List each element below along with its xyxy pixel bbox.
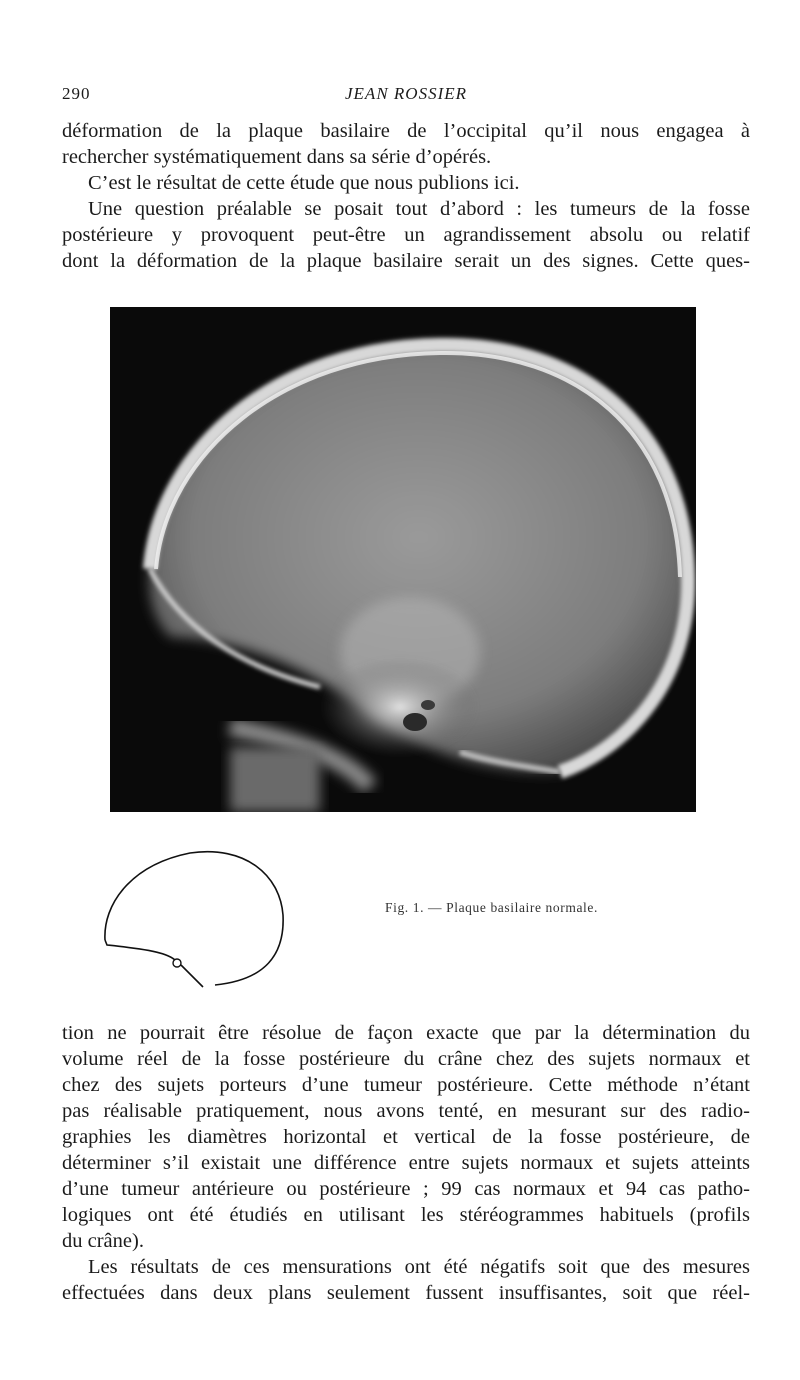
text-line: déformation de la plaque basilaire de l’occipital qu’il nous engagea à: [62, 120, 750, 142]
paragraph-3: [62, 196, 750, 274]
text-line: dont la déformation de la plaque basilaire serait un des signes. Cette ques-: [62, 250, 750, 272]
text-line: Les résultats de ces mensurations ont été négatifs soit que des mesures: [88, 1256, 750, 1278]
paragraph-5: [62, 1254, 750, 1306]
paragraph-2: [62, 170, 750, 196]
skull-radiograph: [110, 307, 696, 812]
text-line: chez des sujets porteurs d’une tumeur postérieure. Cette méthode n’étant: [62, 1074, 750, 1096]
text-line: rechercher systématiquement dans sa série d’opérés.: [62, 146, 492, 168]
text-line: logiques ont été étudiés en utilisant les stéréogrammes habituels (profils: [62, 1204, 750, 1226]
text-line: tion ne pourrait être résolue de façon exacte que par la détermination du: [62, 1022, 750, 1044]
figure-caption: Fig. 1. — Plaque basilaire normale.: [385, 900, 598, 915]
running-title: JEAN ROSSIER: [345, 84, 467, 103]
text-line: d’une tumeur antérieure ou postérieure ; 99 cas normaux et 94 cas patho-: [62, 1178, 750, 1200]
text-line: volume réel de la fosse postérieure du crâne chez des sujets normaux et: [62, 1048, 750, 1070]
text-line: du crâne).: [62, 1230, 144, 1252]
skull-outline-diagram: [95, 845, 295, 995]
text-line: effectuées dans deux plans seulement fussent insuffisantes, soit que réel-: [62, 1282, 750, 1304]
text-line: C’est le résultat de cette étude que nous publions ici.: [88, 172, 520, 194]
text-line: déterminer s’il existait une différence entre sujets normaux et sujets atteints: [62, 1152, 750, 1174]
paragraph-1: [62, 118, 750, 170]
text-line: pas réalisable pratiquement, nous avons tenté, en mesurant sur des radio-: [62, 1100, 750, 1122]
running-head: [62, 84, 750, 106]
text-line: graphies les diamètres horizontal et vertical de la fosse postérieure, de: [62, 1126, 750, 1148]
text-line: postérieure y provoquent peut-être un agrandissement absolu ou relatif: [62, 224, 750, 246]
text-line: Une question préalable se posait tout d’abord : les tumeurs de la fosse: [88, 198, 750, 220]
page-number: 290: [62, 84, 91, 103]
paragraph-4: [62, 1020, 750, 1254]
